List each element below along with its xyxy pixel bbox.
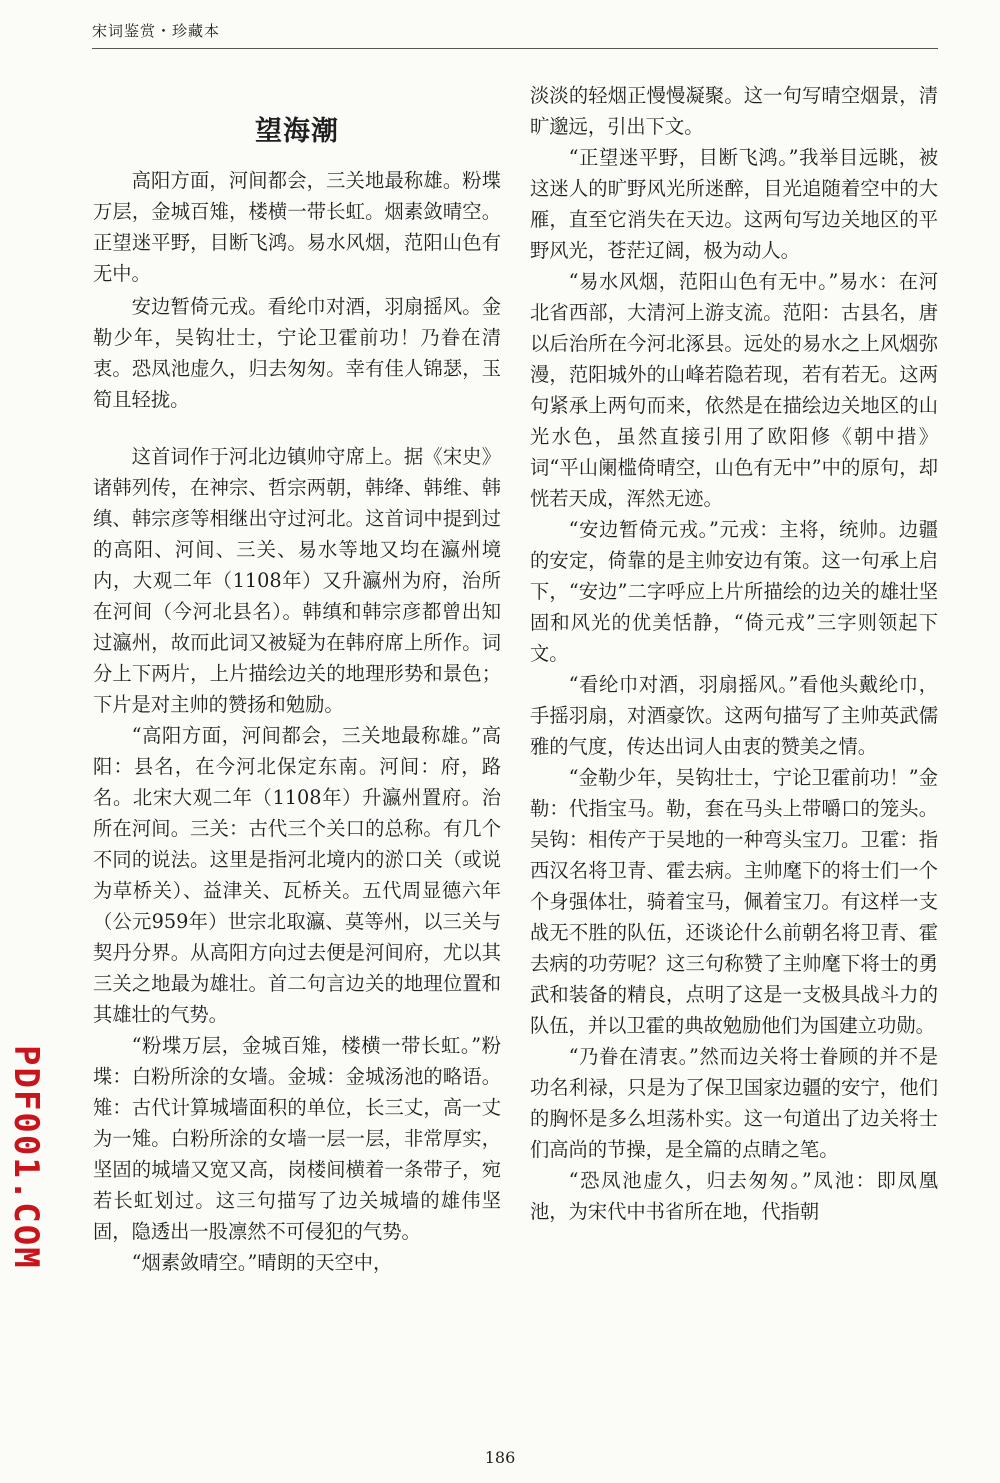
commentary-paragraph: “看纶巾对酒，羽扇摇风。”看他头戴纶巾，手摇羽扇，对酒豪饮。这两句描写了主帅英武儒雅的气度，传达出词人由衷的赞美之情。	[530, 673, 938, 758]
commentary-paragraph: “粉堞万层，金城百雉，楼横一带长虹。”粉堞：白粉所涂的女墙。金城：金城汤池的略语。雉：古代计算城墙面积的单位，长三丈，高一丈为一雉。白粉所涂的女墙一层一层，非常厚实，坚固的城墙又宽又高，岗楼间横着一条带子，宛若长虹划过。这三句描写了边关城墙的雄伟坚固，隐透出一股凛然不可侵犯的气势。	[93, 1034, 501, 1243]
right-column	[530, 80, 938, 1227]
commentary-paragraph: “安边暂倚元戎。”元戎：主将，统帅。边疆的安定，倚靠的是主帅安边有策。这一句承上启下，“安边”二字呼应上片所描绘的边关的雄壮坚固和风光的优美恬静，“倚元戎”三字则领起下文。	[530, 518, 938, 665]
commentary-continuation: 淡淡的轻烟正慢慢凝聚。这一句写晴空烟景，清旷邈远，引出下文。	[530, 84, 938, 138]
commentary-paragraph: “金勒少年，吴钩壮士，宁论卫霍前功！”金勒：代指宝马。勒，套在马头上带嚼口的笼头。吴钩：相传产于吴地的一种弯头宝刀。卫霍：指西汉名将卫青、霍去病。主帅麾下的将士们一个个身强体壮，骑着宝马，佩着宝刀。有这样一支战无不胜的队伍，还谈论什么前朝名将卫青、霍去病的功劳呢？这三句称赞了主帅麾下将士的勇武和装备的精良，点明了这是一支极具战斗力的队伍，并以卫霍的典故勉励他们为国建立功勋。	[530, 766, 938, 1037]
commentary-paragraph: 这首词作于河北边镇帅守席上。据《宋史》诸韩列传，在神宗、哲宗两朝，韩绛、韩维、韩缜、韩宗彦等相继出守过河北。这首词中提到过的高阳、河间、三关、易水等地又均在瀛州境内，大观二年（1108年）又升瀛州为府，治所在河间（今河北县名）。韩缜和韩宗彦都曾出知过瀛州，故而此词又被疑为在韩府席上所作。词分上下两片，上片描绘边关的地理形势和景色；下片是对主帅的赞扬和勉励。	[93, 445, 501, 716]
poem-stanza-1: 高阳方面，河间都会，三关地最称雄。粉堞万层，金城百雉，楼横一带长虹。烟素敛晴空。正望迷平野，目断飞鸿。易水风烟，范阳山色有无中。	[93, 169, 501, 285]
page-number: 186	[484, 1448, 516, 1467]
commentary-paragraph: “乃眷在清衷。”然而边关将士眷顾的并不是功名利禄，只是为了保卫国家边疆的安宁，他们的胸怀是多么坦荡朴实。这一句道出了边关将士们高尚的节操，是全篇的点睛之笔。	[530, 1045, 938, 1161]
section-gap	[93, 417, 501, 441]
book-title: 宋词鉴赏・珍藏本	[92, 22, 221, 40]
commentary-paragraph: “正望迷平野，目断飞鸿。”我举目远眺，被这迷人的旷野风光所迷醉，目光追随着空中的大雁，直至它消失在天边。这两句写边关地区的平野风光，苍茫辽阔，极为动人。	[530, 146, 938, 262]
commentary-paragraph: “高阳方面，河间都会，三关地最称雄。”高阳：县名，在今河北保定东南。河间：府，路名。北宋大观二年（1108年）升瀛州置府。治所在河间。三关：古代三个关口的总称。有几个不同的说法。这里是指河北境内的淤口关（或说为草桥关）、益津关、瓦桥关。五代周显德六年（公元959年）世宗北取瀛、莫等州，以三关与契丹分界。从高阳方向过去便是河间府，尤以其三关之地最为雄壮。首二句言边关的地理位置和其雄壮的气势。	[93, 724, 501, 1026]
watermark: PDF001.COM	[6, 1045, 46, 1270]
running-header	[92, 14, 938, 49]
poem-stanza-2: 安边暂倚元戎。看纶巾对酒，羽扇摇风。金勒少年，吴钩壮士，宁论卫霍前功！乃眷在清衷。恐凤池虚久，归去匆匆。幸有佳人锦瑟，玉筍且轻拢。	[93, 295, 501, 411]
commentary-paragraph: “烟素敛晴空。”晴朗的天空中，	[131, 1251, 393, 1274]
poem-title: 望海潮	[255, 116, 339, 147]
commentary-paragraph: “恐凤池虚久，归去匆匆。”凤池：即凤凰池，为宋代中书省所在地，代指朝	[530, 1169, 938, 1223]
commentary-paragraph: “易水风烟，范阳山色有无中。”易水：在河北省西部，大清河上游支流。范阳：古县名，唐以后治所在今河北涿县。远处的易水之上风烟弥漫，范阳城外的山峰若隐若现，若有若无。这两句紧承上两句而来，依然是在描绘边关地区的山光水色，虽然直接引用了欧阳修《朝中措》词“平山阑槛倚晴空，山色有无中”中的原句，却恍若天成，浑然无迹。	[530, 270, 938, 510]
left-column	[93, 80, 501, 1278]
